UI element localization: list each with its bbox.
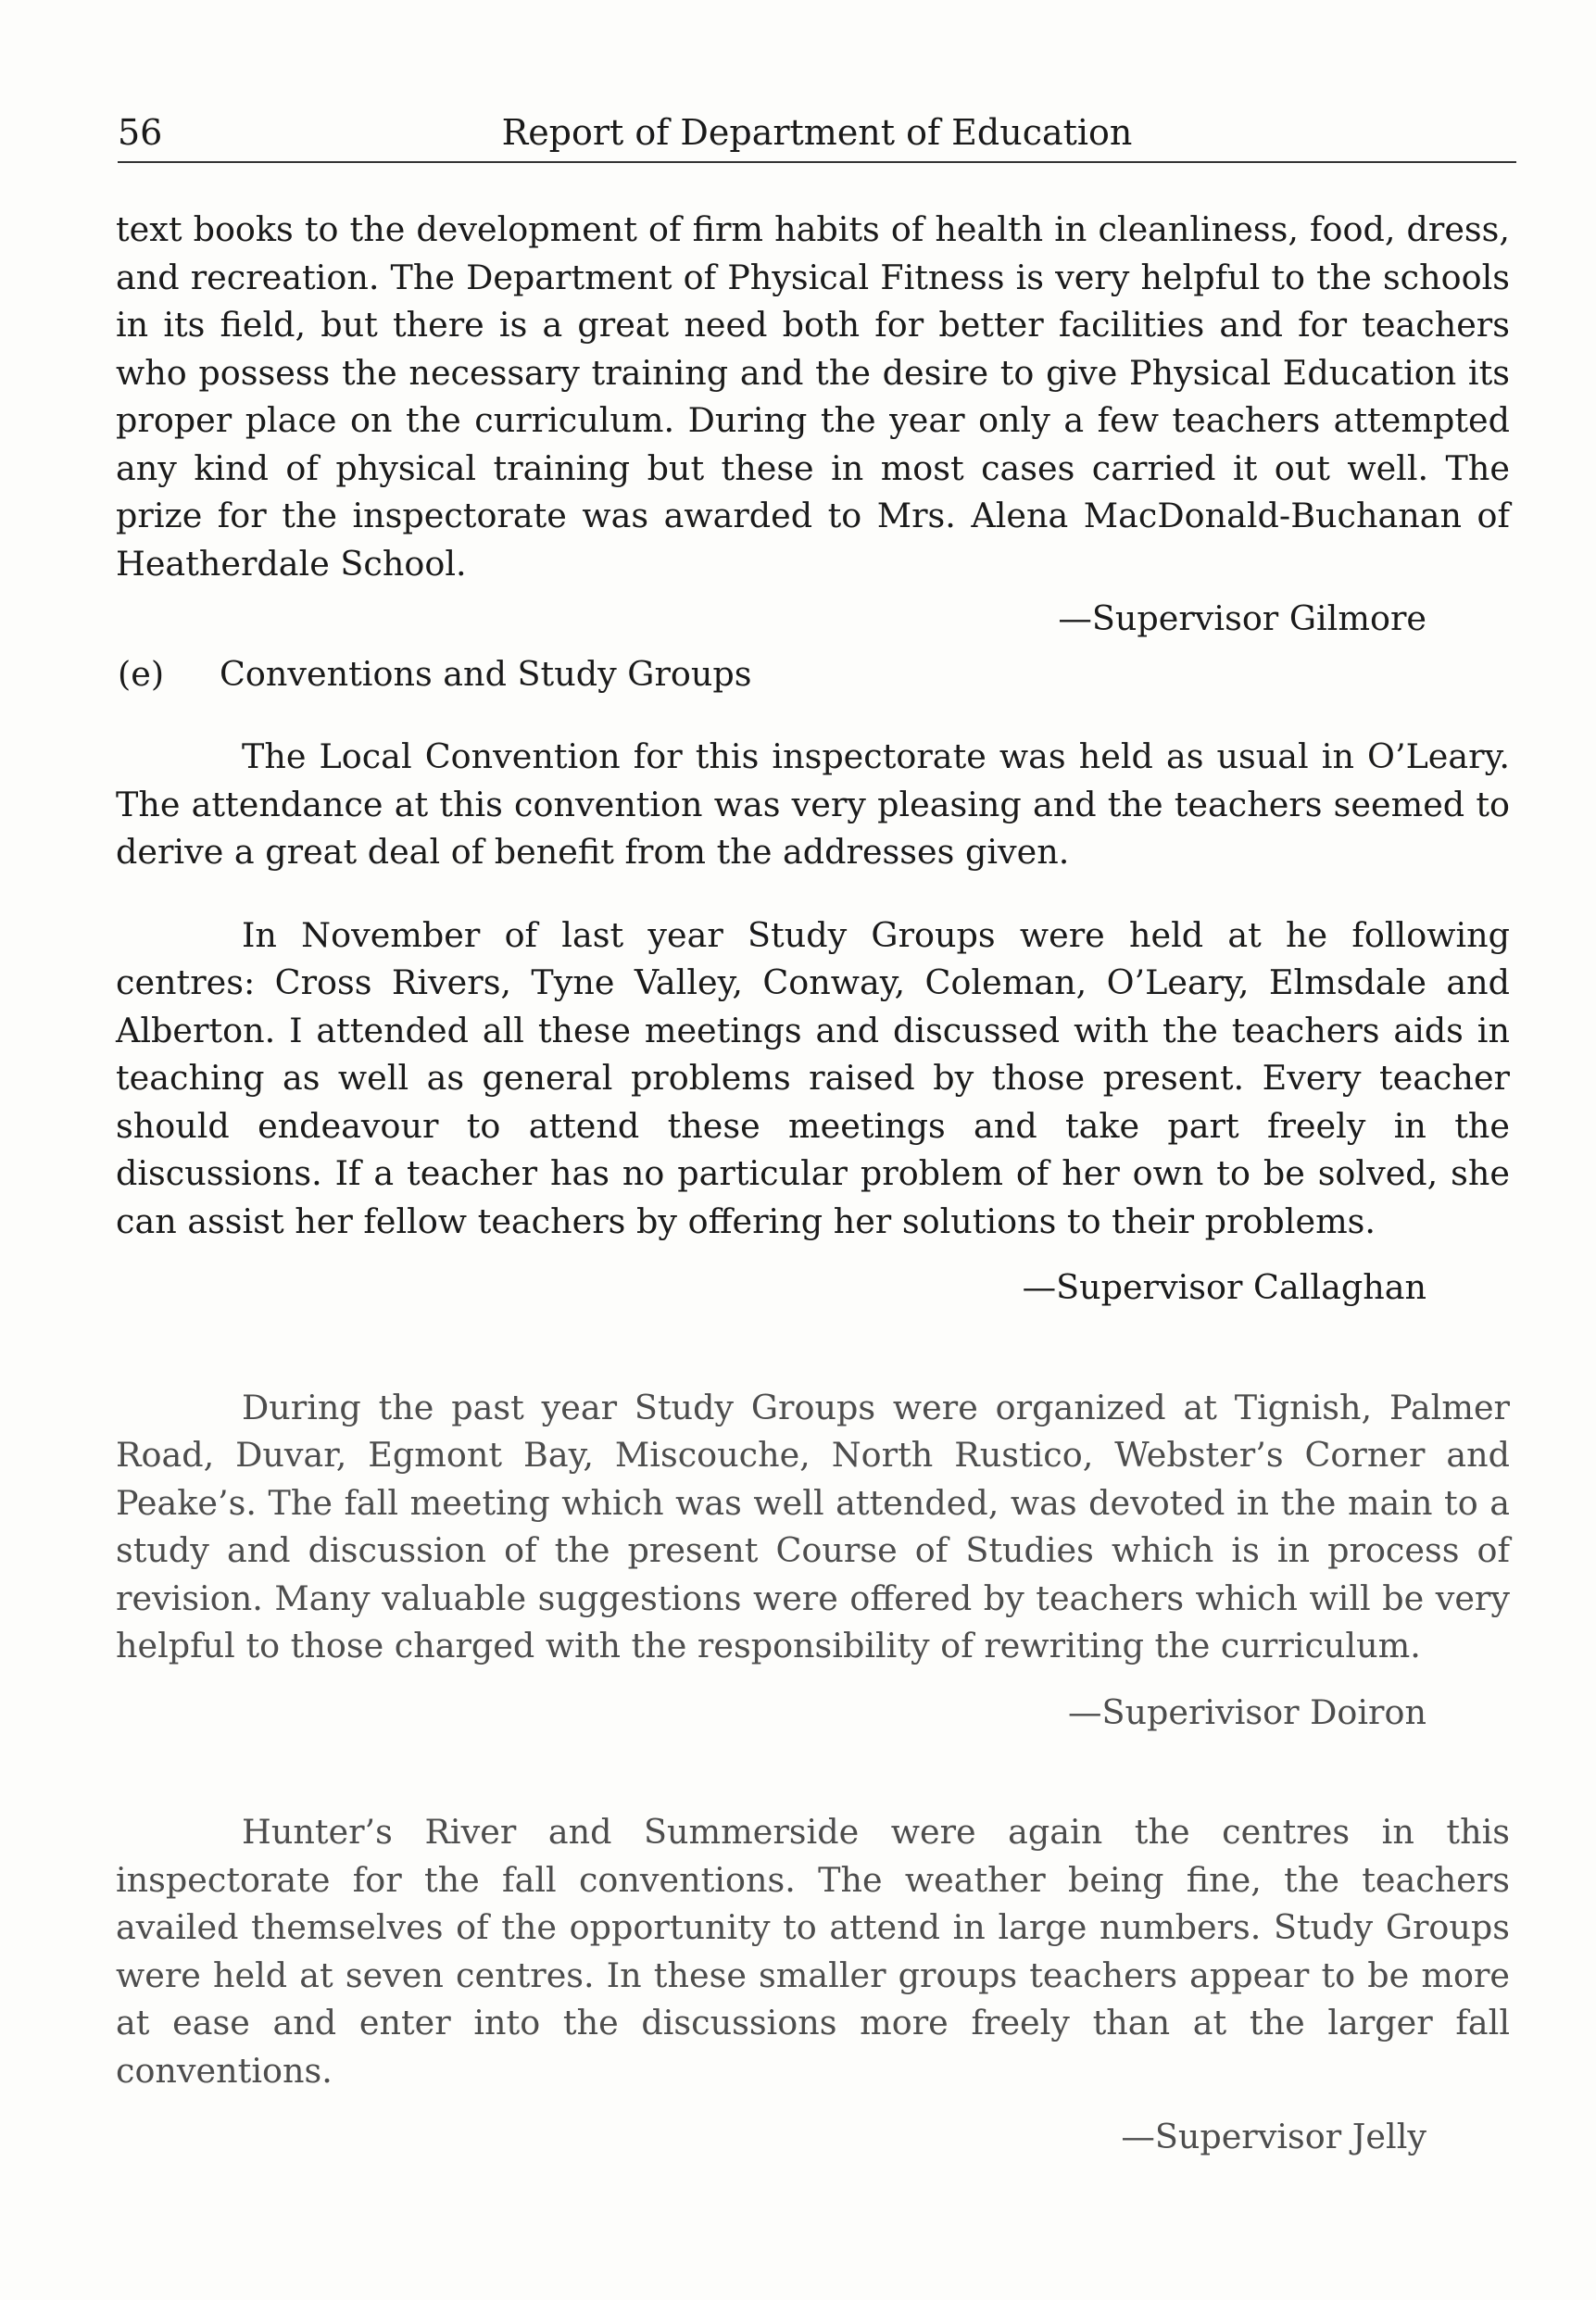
signature-doiron: —Superivisor Doiron [1068,1691,1426,1732]
section-heading [116,650,1510,698]
body-text [116,206,1510,2161]
page-number: 56 [118,112,163,153]
jelly-paragraph: Hunter’s River and Summerside were again the centres in this inspectorate for the fall conventions. The weather being fine, the teachers availed themselves of the opportunity to attend in large numbers. Study Groups were held at seven centres. In these smaller groups teachers appear to be more at ease and enter into the discussions more freely than at the larger fall conventions. [116,1812,1510,2091]
signature-callaghan: —Supervisor Callaghan [1022,1267,1426,1307]
doiron-paragraph: During the past year Study Groups were organized at Tignish, Palmer Road, Duvar, Egmont Bay, Miscouche, North Rustico, Webster’s Corner and Peake’s. The fall meeting which was well attended, was devoted in the main to a study and discussion of the present Course of Studies which is in process of revision. Many valuable suggestions were offered by teachers which will be very helpful to those charged with the responsibility of rewriting the curriculum. [116,1387,1510,1665]
convention-paragraph: The Local Convention for this inspectorate was held as usual in O’Leary. The attendance at this convention was very pleasing and the teachers seemed to derive a great deal of benefit from the addresses given. [116,736,1510,872]
study-groups-paragraph: In November of last year Study Groups were held at he following centres: Cross Rivers, Tyne Valley, Conway, Coleman, O’Leary, Elmsdale and Alberton. I attended all these meetings and discussed with the teachers aids in teaching as well as general problems raised by those present. Every teacher should endeavour to attend these meetings and take part freely in the discussions. If a teacher has no particular problem of her own to be solved, she can assist her fellow teachers by offering her solutions to their problems. [116,914,1510,1241]
signature-jelly: —Supervisor Jelly [1121,2117,1426,2156]
section-label: (e) [118,653,165,694]
section-title: Conventions and Study Groups [220,653,752,694]
signature-gilmore: —Supervisor Gilmore [1058,598,1426,638]
running-title: Report of Department of Education [501,112,1133,153]
running-header [118,109,1516,163]
physical-education-paragraph: text books to the development of firm habits of health in cleanliness, food, dress, and recreation. The Department of Physical Fitness is very helpful to the schools in its field, but there is a great need both for better facilities and for teachers who possess the necessary training and the desire to give Physical Education its proper place on the curriculum. During the year only a few teachers attempted any kind of physical training but these in most cases carried it out well. The prize for the inspectorate was awarded to Mrs. Alena MacDonald-Buchanan of Heatherdale School. [116,209,1510,584]
